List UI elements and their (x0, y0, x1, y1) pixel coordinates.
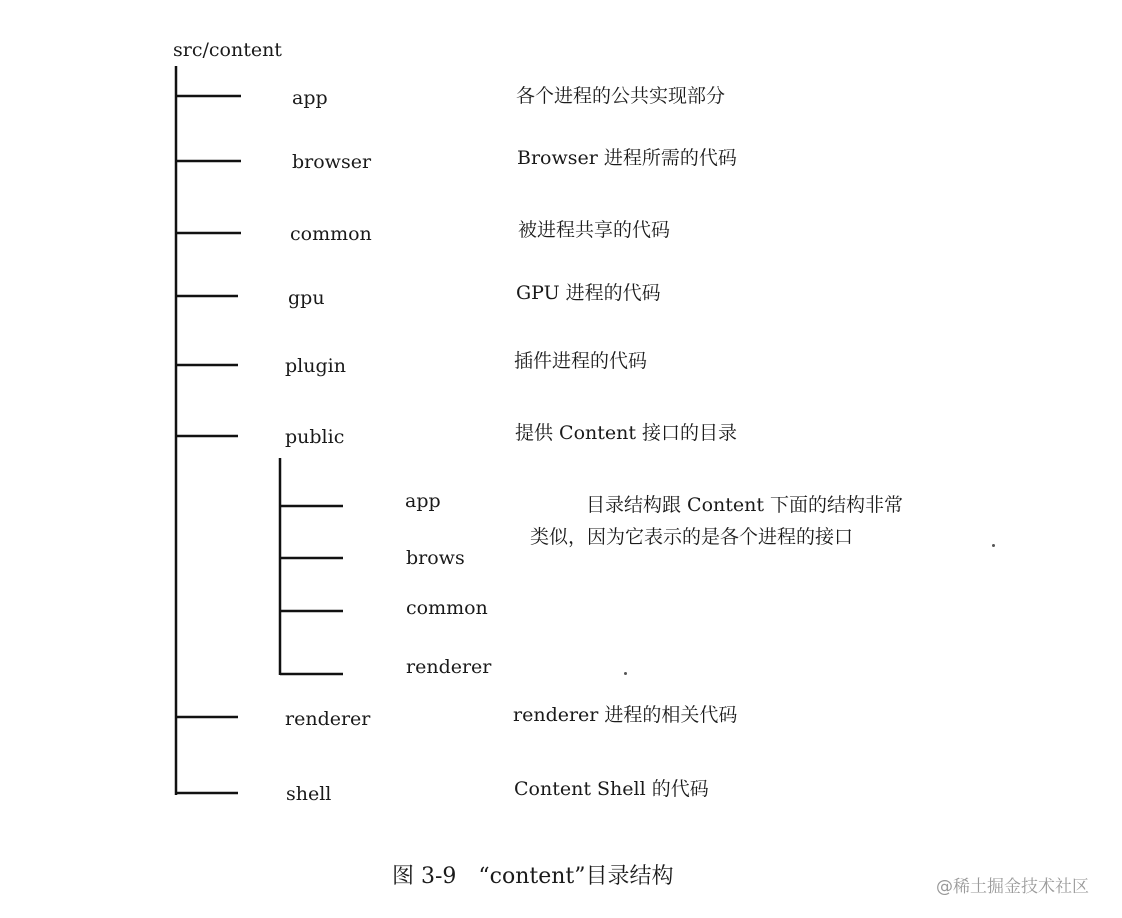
entry-desc-shell: Content Shell 的代码 (514, 778, 709, 800)
public-note-line2: 类似，因为它表示的是各个进程的接口 (530, 526, 854, 548)
entry-desc-public: 提供 Content 接口的目录 (515, 422, 738, 444)
entry-name-plugin: plugin (285, 355, 346, 377)
entry-desc-common: 被进程共享的代码 (518, 219, 671, 241)
entry-name-browser: browser (292, 151, 372, 173)
entry-desc-app: 各个进程的公共实现部分 (516, 85, 726, 107)
sub-entry-app: app (405, 490, 441, 512)
sub-entry-renderer: renderer (406, 656, 492, 678)
entry-name-shell: shell (286, 783, 332, 805)
figure-caption: 图 3-9 “content”目录结构 (392, 864, 674, 889)
entry-desc-gpu: GPU 进程的代码 (516, 282, 661, 304)
entry-desc-renderer: renderer 进程的相关代码 (513, 704, 738, 726)
entry-desc-plugin: 插件进程的代码 (514, 350, 648, 372)
sub-entry-common: common (406, 597, 488, 619)
entry-name-public: public (285, 426, 345, 448)
entry-desc-browser: Browser 进程所需的代码 (517, 147, 737, 169)
scan-speck (624, 672, 627, 675)
sub-entry-brows: brows (406, 547, 465, 569)
entry-name-gpu: gpu (288, 287, 325, 309)
entry-name-common: common (290, 223, 372, 245)
entry-name-renderer: renderer (285, 708, 371, 730)
public-note-line1: 目录结构跟 Content 下面的结构非常 (586, 494, 904, 516)
watermark: @稀土掘金技术社区 (936, 877, 1089, 897)
scan-speck (992, 544, 995, 547)
root-label: src/content (173, 39, 282, 61)
entry-name-app: app (292, 87, 328, 109)
